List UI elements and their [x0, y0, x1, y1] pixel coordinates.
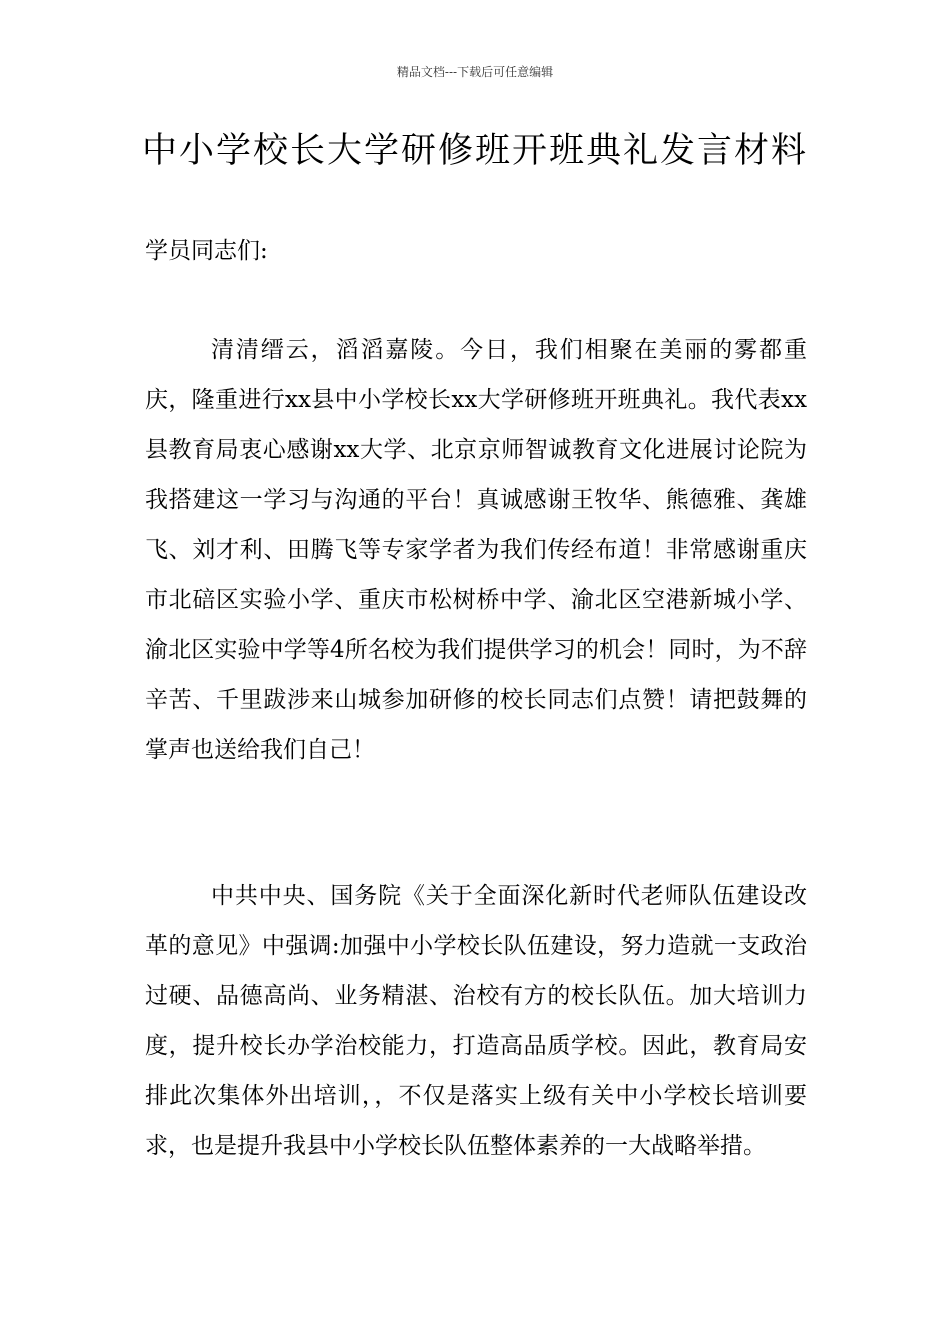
salutation: 学员同志们: — [145, 238, 268, 264]
paragraph-2: 中共中央、国务院《关于全面深化新时代老师队伍建设改革的意见》中强调:加强中小学校长队伍建设，努力造就一支政治过硬、品德高尚、业务精湛、治校有方的校长队伍。加大培训力度，提升校长办学治校能力，打造高品质学校。因此，教育局安排此次集体外出培训，，不仅是落实上级有关中小学校长培训要求，也是提升我县中小学校长队伍整体素养的一大战略举措。 — [145, 883, 807, 1159]
document-title: 中小学校长大学研修班开班典礼发言材料 — [141, 131, 808, 171]
paragraph-1: 清清缙云，滔滔嘉陵。今日，我们相聚在美丽的雾都重庆，隆重进行xx县中小学校长xx大学研修班开班典礼。我代表xx县教育局衷心感谢xx大学、北京京师智诚教育文化进展讨论院为我搭建这一学习与沟通的平台！真诚感谢王牧华、熊德雅、龚雄飞、刘才利、田腾飞等专家学者为我们传经布道！非常感谢重庆市北碚区实验小学、重庆市松树桥中学、渝北区空港新城小学、渝北区实验中学等4所名校为我们提供学习的机会！同时，为不辞辛苦、千里跋涉来山城参加研修的校长同志们点赞！请把鼓舞的掌声也送给我们自己！ — [145, 337, 807, 763]
header-note: 精品文档---下载后可任意编辑 — [396, 65, 554, 79]
